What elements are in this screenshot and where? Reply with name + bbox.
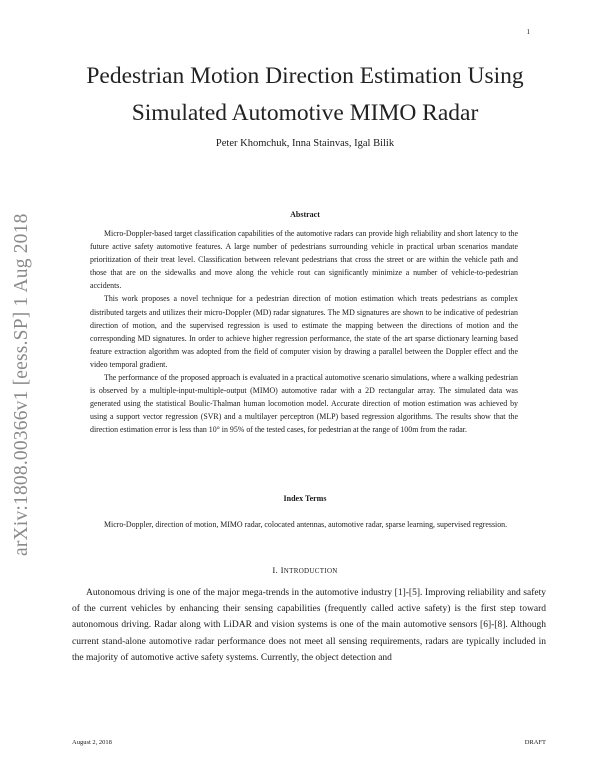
section-title-rest: NTRODUCTION (283, 567, 338, 575)
index-terms-heading: Index Terms (283, 494, 327, 503)
introduction-body (72, 585, 546, 666)
abstract-body (90, 227, 518, 437)
section-title-initial: I (280, 565, 284, 575)
abstract-paragraph-3: The performance of the proposed approach is evaluated in a practical automotive scenario simulations, where a walking pedestrian is observed by a multiple-input-multiple-output (MIMO) automotive radar with a 2D rectangular array. The simulated data was generated using the statistical Boulic-Thalman human locomotion model. Accurate direction of motion estimation was achieved by using a support vector regression (SVR) and a multilayer perceptron (MLP) based regression algorithms. The results show that the direction estimation error is less than 10° in 95% of the tested cases, for pedestrian at the range of 100m from the radar. (90, 373, 518, 435)
title-line-1: Pedestrian Motion Direction Estimation Using (86, 63, 524, 89)
abstract-paragraph-1: Micro-Doppler-based target classification capabilities of the automotive radars can provide high reliability and short latency to the future active safety automotive features. A large number of pedestrians surrounding vehicle in practical urban scenarios mandate prioritization of their treat level. Classification between relevant pedestrians that cross the street or are within the vehicle path and those that are on the sidewalks and move along the vehicle rout can significantly minimize a number of vehicle-to-pedestrian accidents. (90, 229, 518, 291)
index-terms: Micro-Doppler, direction of motion, MIMO radar, colocated antennas, automotive radar, sparse learning, supervised regression. (104, 520, 508, 529)
section-number: I. (272, 565, 279, 575)
footer-date: August 2, 2018 (72, 739, 112, 746)
title-line-2: Simulated Automotive MIMO Radar (131, 100, 479, 126)
abstract-heading: Abstract (290, 210, 320, 219)
abstract-paragraph-2: This work proposes a novel technique for a pedestrian direction of motion estimation which treats pedestrians as complex distributed targets and utilizes their micro-Doppler (MD) radar signatures. The MD signatures are shown to be indicative of pedestrian direction of motion, and the supervised regression is used to estimate the mapping between the directions of motion and the corresponding MD signatures. In order to achieve higher regression performance, the state of the art sparse dictionary learning based feature extraction algorithm was adopted from the field of computer vision by drawing a parallel between the Doppler effect and the video temporal gradient. (90, 294, 518, 369)
page-number: 1 (526, 28, 530, 36)
paper-title (60, 58, 550, 132)
arxiv-stamp: arXiv:1808.00366v1 [eess.SP] 1 Aug 2018 (11, 213, 32, 556)
intro-paragraph-1: Autonomous driving is one of the major mega-trends in the automotive industry [1]-[5]. Improving reliability and safety of the current vehicles by enhancing their sensing capabilities (frequently called active safety) is the first step toward autonomous driving. Radar along with LiDAR and vision systems is one of the main automotive sensors [6]-[8]. Although current stand-alone automotive radar performance does not meet all sensing requirements, radars are typically included in the majority of automotive active safety systems. Currently, the object detection and (72, 588, 546, 663)
footer-draft: DRAFT (524, 739, 546, 746)
authors: Peter Khomchuk, Inna Stainvas, Igal Bilik (215, 138, 395, 149)
section-heading-introduction (60, 565, 550, 575)
